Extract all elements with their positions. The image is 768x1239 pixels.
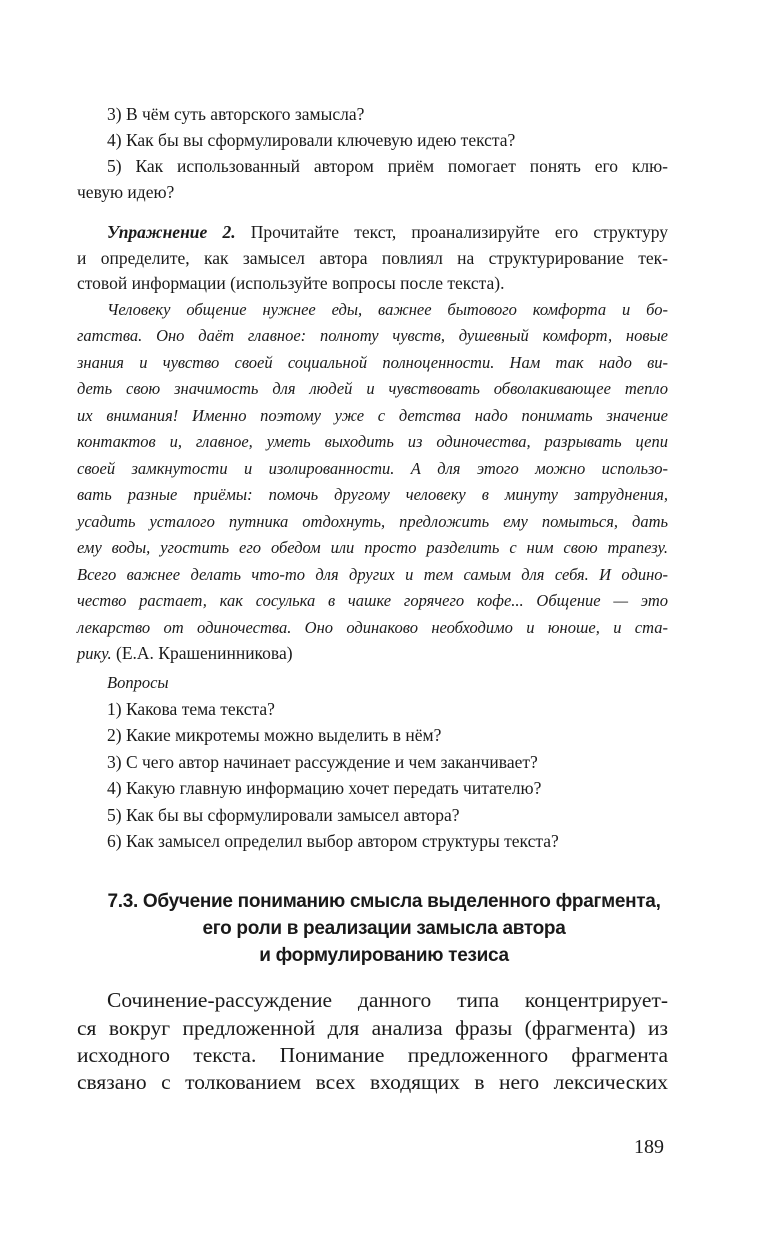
body-line: исходного текста. Понимание предложенного фрагмента: [77, 1043, 668, 1067]
quote-line: ему воды, угостить его обедом или просто разделить с ним свою трапезу.: [77, 538, 668, 557]
section-heading-line-1: 7.3. Обучение пониманию смысла выделенного фрагмента,: [107, 891, 661, 912]
questions-label: Вопросы: [107, 673, 169, 692]
question-item: 2) Какие микротемы можно выделить в нём?: [107, 725, 442, 745]
body-line: связано с толкованием всех входящих в него лексических: [77, 1070, 668, 1094]
exercise-line-2: и определите, как замысел автора повлиял на структурирование тек-: [77, 248, 668, 268]
quote-line: усадить усталого путника отдохнуть, предложить ему помыться, дать: [77, 512, 668, 531]
quote-line: контактов и, главное, уметь выходить из одиночества, разрывать цепи: [77, 432, 668, 451]
section-heading-line-3: и формулированию тезиса: [259, 945, 509, 966]
exercise-label: Упражнение 2.: [107, 222, 236, 242]
question-5: 5) Как использованный автором приём помогает понять его клю-: [107, 156, 668, 176]
quote-last-line: [77, 643, 293, 664]
page-number: 189: [634, 1136, 664, 1158]
quote-line: их внимания! Именно поэтому уже с детства надо понимать значение: [77, 406, 668, 425]
quote-line: чество растает, как сосулька в чашке горячего кофе... Общение — это: [77, 591, 668, 610]
quote-author: (Е.А. Крашенинникова): [111, 643, 293, 663]
exercise-text-1: Прочитайте текст, проанализируйте его структуру: [235, 222, 668, 242]
quote-line: гатства. Оно даёт главное: полноту чувств, душевный комфорт, новые: [77, 326, 668, 345]
quote-line: вать разные приёмы: помочь другому человеку в минуту затруднения,: [77, 485, 668, 504]
quote-line: Всего важнее делать что-то для других и тем самым для себя. И одино-: [77, 565, 668, 584]
quote-line: лекарство от одиночества. Оно одинаково необходимо и юноше, и ста-: [77, 618, 668, 637]
question-3: 3) В чём суть авторского замысла?: [107, 104, 365, 124]
question-item: 3) С чего автор начинает рассуждение и чем заканчивает?: [107, 752, 538, 772]
question-4: 4) Как бы вы сформулировали ключевую идею текста?: [107, 130, 516, 150]
quote-line: знания и чувство своей социальной полноценности. Нам так надо ви-: [77, 353, 668, 372]
exercise-line-1: [107, 222, 668, 243]
body-line: ся вокруг предложенной для анализа фразы (фрагмента) из: [77, 1016, 668, 1040]
quote-line: своей замкнутости и изолированности. А для этого можно использо-: [77, 459, 668, 478]
question-item: 4) Какую главную информацию хочет передать читателю?: [107, 778, 542, 798]
exercise-line-3: стовой информации (используйте вопросы после текста).: [77, 273, 505, 293]
quote-last-word: рику.: [77, 644, 112, 663]
quote-line: деть свою значимость для людей и чувствовать обволакивающее тепло: [77, 379, 668, 398]
question-5-cont: чевую идею?: [77, 182, 175, 202]
section-heading-line-2: его роли в реализации замысла автора: [202, 918, 566, 939]
question-item: 6) Как замысел определил выбор автором структуры текста?: [107, 831, 559, 851]
quote-line: Человеку общение нужнее еды, важнее бытового комфорта и бо-: [107, 300, 668, 319]
body-line: Сочинение-рассуждение данного типа концентрирует-: [107, 988, 668, 1012]
question-item: 5) Как бы вы сформулировали замысел автора?: [107, 805, 460, 825]
question-item: 1) Какова тема текста?: [107, 699, 275, 719]
